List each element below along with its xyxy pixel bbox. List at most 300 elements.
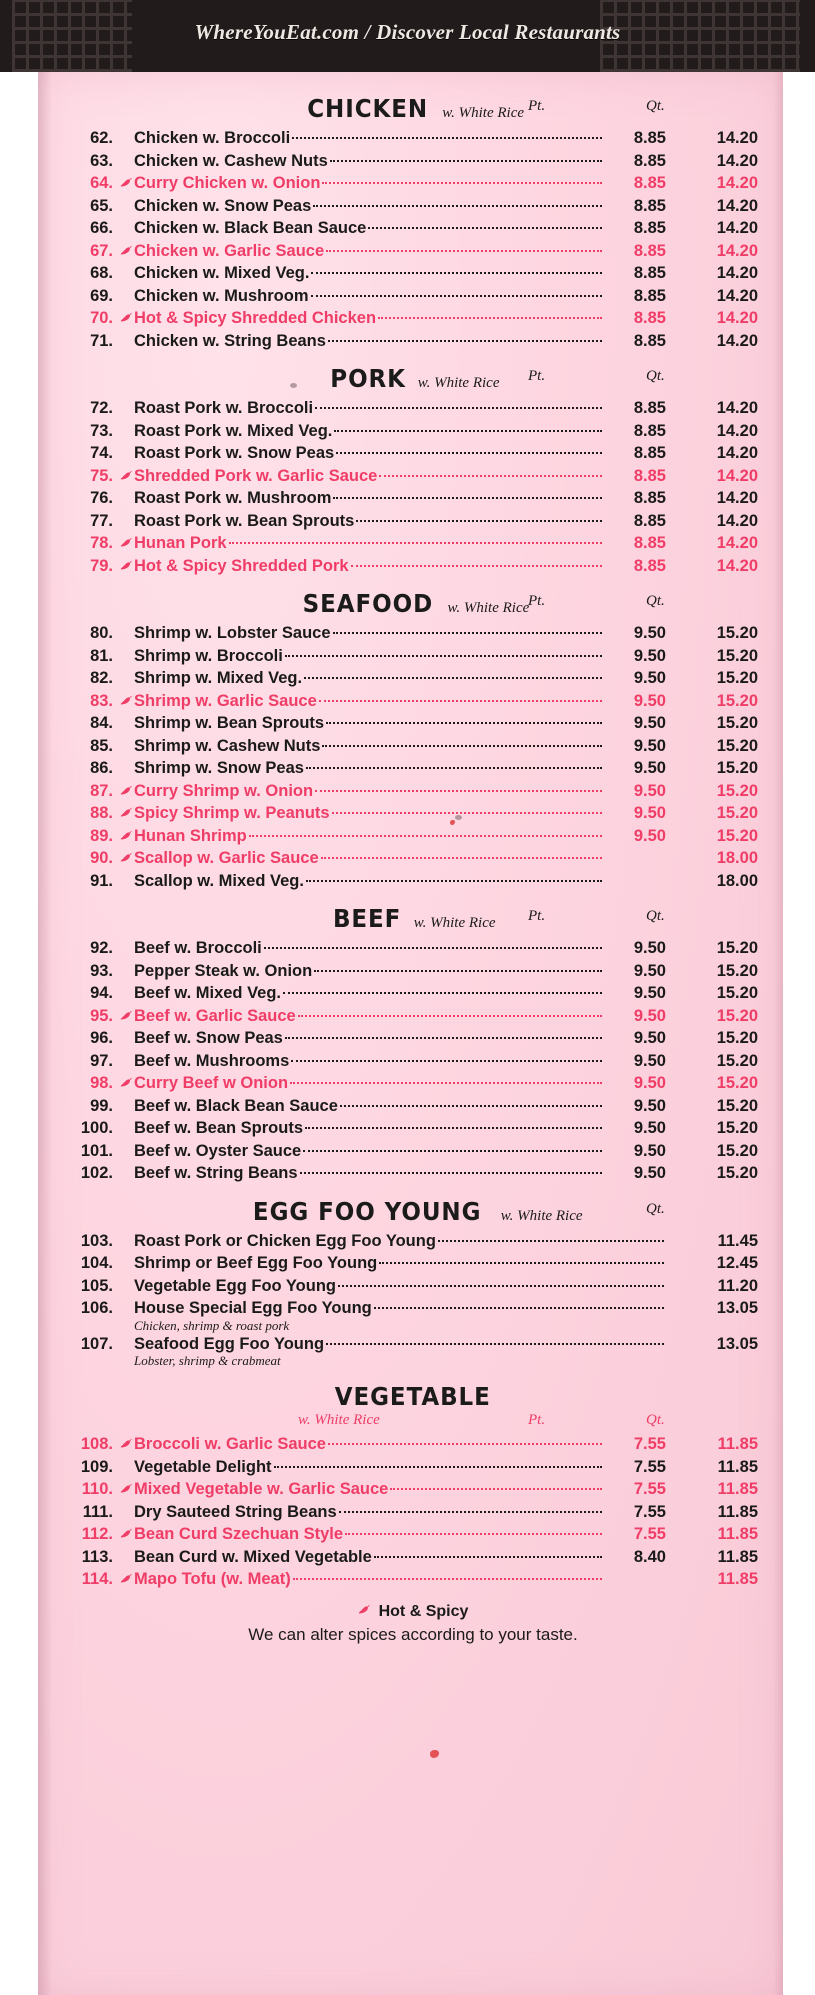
menu-section: [68, 1382, 758, 1591]
menu-item-number: 91.: [90, 871, 113, 890]
menu-item-row: [68, 172, 758, 195]
leader-dots: [321, 857, 602, 859]
menu-item-row: [68, 1297, 758, 1320]
menu-item-number: 98.: [90, 1074, 113, 1092]
menu-item-name: Curry Beef w Onion: [134, 1074, 289, 1092]
menu-item-number: 78.: [90, 534, 113, 552]
section-subtitle: w. White Rice: [442, 105, 525, 121]
menu-item-price-pint: 8.40: [633, 1547, 666, 1566]
menu-item-price-pint: 9.50: [633, 961, 666, 980]
menu-item-price-quart: 14.20: [716, 399, 758, 417]
menu-item-price-pint: 8.85: [633, 196, 666, 215]
leader-dots: [315, 407, 602, 409]
menu-item-number: 76.: [90, 489, 113, 507]
section-subheader: [68, 1412, 758, 1431]
spice-note: We can alter spices according to your taste.: [248, 1624, 578, 1644]
leader-dots: [351, 565, 602, 567]
menu-item-number: 105.: [80, 1276, 113, 1295]
menu-item-price-quart: 15.20: [716, 624, 758, 642]
leader-dots: [390, 1488, 602, 1490]
site-banner: [0, 0, 815, 72]
menu-item-price-pint: 9.50: [633, 759, 666, 777]
menu-item-name: Curry Chicken w. Onion: [134, 174, 321, 192]
menu-item-name: Hot & Spicy Shredded Chicken: [134, 309, 377, 327]
menu-item-price-pint: 8.85: [633, 286, 666, 305]
menu-item-price-pint: 7.55: [633, 1525, 666, 1543]
menu-item-number: 80.: [90, 624, 113, 642]
menu-item-row: [68, 735, 758, 758]
column-header-pint: Pt.: [528, 908, 546, 924]
menu-item-price-quart: 14.20: [716, 466, 758, 485]
menu-item-name: Beef w. Oyster Sauce: [134, 1141, 302, 1160]
section-subtitle: w. White Rice: [417, 375, 500, 391]
menu-item-price-pint: 9.50: [633, 804, 666, 822]
menu-item-number: 103.: [80, 1231, 113, 1250]
menu-item-price-quart: 15.20: [716, 736, 758, 755]
menu-item-price-pint: 8.85: [633, 466, 666, 485]
menu-item-price-quart: 15.20: [716, 1141, 758, 1160]
menu-item-price-pint: 8.85: [633, 331, 666, 350]
menu-item-price-quart: 11.45: [717, 1231, 758, 1250]
menu-item-name: Vegetable Delight: [134, 1457, 272, 1476]
menu-item-number: 71.: [90, 331, 113, 350]
menu-item-price-quart: 15.20: [716, 804, 758, 822]
menu-item-row: [68, 1162, 758, 1185]
menu-item-row: [68, 825, 758, 848]
menu-item-price-pint: 8.85: [633, 489, 666, 507]
leader-dots: [249, 835, 602, 837]
menu-item-price-quart: 14.20: [716, 151, 758, 170]
chili-pepper-icon: [120, 1572, 134, 1586]
leader-dots: [305, 1127, 602, 1129]
menu-item-number: 65.: [90, 196, 113, 215]
menu-item-price-quart: 15.20: [716, 669, 758, 687]
leader-dots: [368, 227, 602, 229]
menu-item-row: [68, 870, 758, 893]
section-header: [68, 94, 758, 123]
leader-dots: [336, 452, 602, 454]
menu-item-price-quart: 14.20: [716, 219, 758, 237]
menu-item-name: Beef w. Garlic Sauce: [134, 1006, 296, 1025]
section-header: [68, 1197, 758, 1226]
menu-item-row: [68, 1568, 758, 1591]
menu-item-price-quart: 11.85: [717, 1547, 758, 1566]
menu-item-row: [68, 285, 758, 308]
menu-item-price-pint: 9.50: [633, 1051, 666, 1070]
menu-item-name: Beef w. Black Bean Sauce: [134, 1096, 338, 1115]
section-subtitle: w. White Rice: [298, 1412, 380, 1428]
leader-dots: [328, 340, 602, 342]
menu-item-name: Shrimp w. Lobster Sauce: [134, 624, 331, 642]
menu-item-number: 106.: [80, 1299, 113, 1317]
menu-item-price-quart: 15.20: [716, 759, 758, 777]
menu-item-row: [68, 1050, 758, 1073]
menu-item-price-pint: 9.50: [633, 646, 666, 665]
menu-item-row: [68, 645, 758, 668]
menu-item-row: [68, 532, 758, 555]
menu-item-price-pint: 8.85: [633, 556, 666, 575]
menu-item-number: 66.: [90, 219, 113, 237]
menu-item-price-pint: 7.55: [633, 1502, 666, 1521]
menu-item-row: [68, 420, 758, 443]
menu-item-name: Shredded Pork w. Garlic Sauce: [134, 466, 378, 485]
menu-item-price-quart: 14.20: [716, 331, 758, 350]
menu-item-number: 114.: [81, 1570, 113, 1588]
menu-item-number: 72.: [90, 399, 113, 417]
menu-item-name: Roast Pork or Chicken Egg Foo Young: [134, 1231, 436, 1250]
menu-item-name: Roast Pork w. Snow Peas: [134, 444, 335, 462]
leader-dots: [374, 1307, 664, 1309]
menu-item-number: 84.: [90, 714, 113, 732]
paper-speck-2: [290, 383, 297, 388]
menu-item-price-quart: 18.00: [716, 871, 758, 890]
menu-item-row: [68, 1546, 758, 1569]
menu-footer: [68, 1603, 758, 1645]
menu-item-price-quart: 11.85: [717, 1570, 758, 1588]
menu-item-name: Spicy Shrimp w. Peanuts: [134, 804, 330, 822]
menu-item-price-quart: 15.20: [716, 1074, 758, 1092]
leader-dots: [326, 1343, 664, 1345]
menu-section: [68, 1197, 758, 1369]
leader-dots: [333, 632, 602, 634]
menu-item-row: [68, 937, 758, 960]
menu-item-row: [68, 465, 758, 488]
menu-item-price-pint: 9.50: [633, 1074, 666, 1092]
banner-title: WhereYouEat.com / Discover Local Restaurants: [194, 20, 621, 44]
menu-item-row: [68, 150, 758, 173]
menu-item-row: [68, 667, 758, 690]
menu-item-row: [68, 1433, 758, 1456]
chili-pepper-icon: [120, 1009, 134, 1023]
leader-dots: [291, 1060, 602, 1062]
menu-item-price-quart: 14.20: [716, 489, 758, 507]
menu-item-row: [68, 1117, 758, 1140]
section-column-headers: [528, 368, 758, 385]
menu-item-row: [68, 217, 758, 240]
section-title: CHICKEN: [307, 94, 428, 123]
leader-dots: [334, 430, 602, 432]
chili-pepper-icon: [120, 1527, 134, 1541]
menu-item-price-quart: 11.85: [717, 1502, 758, 1521]
section-subtitle: w. White Rice: [500, 1207, 583, 1224]
menu-item-price-quart: 15.20: [716, 1029, 758, 1047]
menu-item-price-pint: 7.55: [633, 1435, 666, 1453]
leader-dots: [322, 745, 602, 747]
menu-item-price-quart: 18.00: [716, 849, 758, 867]
menu-item-row: [68, 712, 758, 735]
menu-item-name: Beef w. Mushrooms: [134, 1051, 290, 1070]
hot-spicy-legend: [68, 1603, 758, 1622]
column-header-pint: Pt.: [528, 98, 546, 114]
leader-dots: [292, 137, 602, 139]
leader-dots: [283, 992, 602, 994]
section-column-headers: [528, 593, 758, 610]
menu-item-name: Chicken w. Mixed Veg.: [134, 264, 310, 282]
menu-item-row: [68, 690, 758, 713]
menu-item-name: Hot & Spicy Shredded Pork: [134, 556, 349, 575]
column-header-pint: Pt.: [528, 593, 546, 609]
menu-item-row: [68, 1501, 758, 1524]
chili-pepper-icon: [120, 469, 134, 483]
menu-item-number: 94.: [90, 984, 113, 1002]
menu-item-price-pint: 8.85: [633, 444, 666, 462]
leader-dots: [304, 677, 602, 679]
leader-dots: [306, 880, 602, 882]
menu-item-name: Roast Pork w. Mixed Veg.: [134, 421, 333, 440]
menu-item-price-pint: 9.50: [633, 669, 666, 687]
menu-item-price-pint: 9.50: [633, 826, 666, 845]
column-header-quart: Qt.: [646, 908, 665, 924]
menu-item-price-pint: 9.50: [633, 781, 666, 800]
menu-item-name: Chicken w. Cashew Nuts: [134, 151, 328, 170]
menu-item-row: [68, 1072, 758, 1095]
menu-item-name: Vegetable Egg Foo Young: [134, 1276, 336, 1295]
menu-item-number: 82.: [90, 669, 113, 687]
menu-item-number: 107.: [80, 1334, 113, 1353]
leader-dots: [330, 160, 602, 162]
section-header: [68, 1382, 758, 1411]
menu-item-row: [68, 1027, 758, 1050]
section-title: VEGETABLE: [335, 1382, 491, 1411]
menu-item-price-pint: 9.50: [633, 984, 666, 1002]
menu-item-price-pint: 9.50: [633, 624, 666, 642]
menu-item-number: 79.: [90, 556, 113, 575]
menu-item-number: 73.: [90, 421, 113, 440]
menu-item-price-pint: 8.85: [633, 151, 666, 170]
section-header: [68, 364, 758, 393]
menu-item-row: [68, 1005, 758, 1028]
menu-item-name: Chicken w. Black Bean Sauce: [134, 219, 367, 237]
menu-item-price-pint: 8.85: [633, 129, 666, 147]
menu-item-price-quart: 11.85: [717, 1435, 758, 1453]
menu-item-name: Scallop w. Mixed Veg.: [134, 871, 304, 890]
menu-item-price-pint: 9.50: [633, 736, 666, 755]
menu-item-number: 102.: [80, 1164, 113, 1182]
menu-item-name: Shrimp w. Mixed Veg.: [134, 669, 303, 687]
section-header: [68, 589, 758, 618]
menu-item-price-pint: 9.50: [633, 714, 666, 732]
menu-item-price-pint: 9.50: [633, 1119, 666, 1137]
menu-item-number: 88.: [90, 804, 113, 822]
leader-dots: [333, 497, 602, 499]
menu-item-price-pint: 8.85: [633, 241, 666, 260]
leader-dots: [339, 1511, 602, 1513]
menu-item-price-quart: 14.20: [716, 174, 758, 192]
menu-item-number: 109.: [80, 1457, 113, 1476]
column-header-quart: Qt.: [646, 593, 665, 609]
leader-dots: [322, 182, 602, 184]
leader-dots: [315, 790, 602, 792]
leader-dots: [311, 272, 602, 274]
menu-item-price-quart: 14.20: [716, 556, 758, 575]
menu-item-row: [68, 1252, 758, 1275]
leader-dots: [438, 1240, 664, 1242]
column-header-pint: Pt.: [528, 1412, 546, 1428]
chili-pepper-icon: [120, 806, 134, 820]
chili-pepper-icon: [120, 244, 134, 258]
paper-speck: [455, 815, 462, 820]
menu-item-number: 113.: [81, 1547, 113, 1566]
menu-item-number: 69.: [90, 286, 113, 305]
menu-item-name: Mixed Vegetable w. Garlic Sauce: [134, 1480, 389, 1498]
menu-item-number: 96.: [90, 1029, 113, 1047]
leader-dots: [319, 700, 602, 702]
menu-item-price-pint: 8.85: [633, 534, 666, 552]
section-title: EGG FOO YOUNG: [253, 1196, 482, 1226]
menu-item-price-quart: 11.85: [717, 1525, 758, 1543]
menu-item-name: Hunan Pork: [134, 534, 227, 552]
menu-item-name: Shrimp w. Broccoli: [134, 646, 283, 665]
menu-item-number: 111.: [82, 1502, 113, 1521]
menu-item-row: [68, 802, 758, 825]
menu-item-price-quart: 14.20: [716, 511, 758, 530]
menu-item-name: Shrimp or Beef Egg Foo Young: [134, 1254, 378, 1272]
chili-pepper-icon: [120, 311, 134, 325]
leader-dots: [379, 1262, 664, 1264]
menu-item-row: [68, 307, 758, 330]
menu-item-price-quart: 11.85: [717, 1480, 758, 1498]
menu-item-name: Chicken w. Garlic Sauce: [134, 241, 325, 260]
menu-item-name: Hunan Shrimp: [134, 826, 247, 845]
leader-dots: [374, 1556, 602, 1558]
leader-dots: [306, 767, 602, 769]
menu-item-name: House Special Egg Foo Young: [134, 1299, 372, 1317]
menu-item-number: 62.: [90, 129, 113, 147]
leader-dots: [290, 1082, 602, 1084]
menu-item-number: 85.: [90, 736, 113, 755]
menu-section: [68, 589, 758, 892]
menu-item-row: [68, 487, 758, 510]
chili-pepper-icon: [358, 1603, 372, 1622]
leader-dots: [338, 1285, 664, 1287]
menu-item-number: 81.: [90, 646, 113, 665]
menu-section: [68, 94, 758, 352]
leader-dots: [300, 1172, 602, 1174]
section-title: SEAFOOD: [302, 589, 433, 618]
menu-item-name: Chicken w. Broccoli: [134, 129, 291, 147]
leader-dots: [340, 1105, 602, 1107]
menu-item-price-pint: 7.55: [633, 1457, 666, 1476]
menu-item-price-pint: 8.85: [633, 264, 666, 282]
menu-item-price-pint: 9.50: [633, 1096, 666, 1115]
menu-item-price-quart: 14.20: [716, 241, 758, 260]
menu-item-price-quart: 13.05: [716, 1299, 758, 1317]
menu-item-number: 108.: [80, 1435, 113, 1453]
menu-item-number: 64.: [90, 174, 113, 192]
chili-pepper-icon: [120, 1482, 134, 1496]
menu-item-price-quart: 15.20: [716, 646, 758, 665]
menu-item-price-pint: 8.85: [633, 309, 666, 327]
menu-item-name: Bean Curd Szechuan Style: [134, 1525, 344, 1543]
menu-item-number: 70.: [90, 309, 113, 327]
menu-item-number: 83.: [90, 691, 113, 710]
menu-item-price-pint: 9.50: [633, 1141, 666, 1160]
menu-item-number: 86.: [90, 759, 113, 777]
menu-item-row: [68, 510, 758, 533]
menu-item-name: Roast Pork w. Broccoli: [134, 399, 314, 417]
menu-item-name: Roast Pork w. Bean Sprouts: [134, 511, 355, 530]
menu-item-description: Lobster, shrimp & crabmeat: [134, 1353, 281, 1368]
menu-item-price-quart: 15.20: [716, 939, 758, 957]
menu-item-name: Bean Curd w. Mixed Vegetable: [134, 1547, 372, 1566]
menu-item-name: Chicken w. String Beans: [134, 331, 326, 350]
menu-item-price-pint: 8.85: [633, 421, 666, 440]
leader-dots: [328, 1443, 602, 1445]
menu-item-price-quart: 12.45: [716, 1254, 758, 1272]
menu-item-name: Beef w. Mixed Veg.: [134, 984, 282, 1002]
menu-item-price-quart: 15.20: [716, 1164, 758, 1182]
menu-item-row: [68, 1275, 758, 1298]
menu-item-number: 99.: [90, 1096, 113, 1115]
menu-item-number: 101.: [80, 1141, 113, 1160]
leader-dots: [285, 1037, 602, 1039]
menu-item-number: 67.: [90, 241, 113, 260]
menu-item-price-pint: 8.85: [633, 399, 666, 417]
menu-item-name: Curry Shrimp w. Onion: [134, 781, 314, 800]
leader-dots: [264, 947, 602, 949]
leader-dots: [379, 475, 602, 477]
menu-item-name: Shrimp w. Garlic Sauce: [134, 691, 317, 710]
chili-pepper-icon: [120, 694, 134, 708]
menu-item-price-quart: 14.20: [716, 421, 758, 440]
menu-item-price-quart: 15.20: [716, 691, 758, 710]
menu-item-price-quart: 14.20: [716, 534, 758, 552]
menu-item-price-quart: 15.20: [716, 984, 758, 1002]
menu-item-number: 112.: [81, 1525, 113, 1543]
menu-item-number: 110.: [81, 1480, 113, 1498]
menu-item-row: [68, 442, 758, 465]
menu-item-price-pint: 9.50: [633, 1006, 666, 1025]
leader-dots: [311, 295, 603, 297]
menu-item-number: 74.: [90, 444, 113, 462]
menu-item-name: Beef w. Snow Peas: [134, 1029, 283, 1047]
menu-item-row: [68, 127, 758, 150]
menu-item-price-quart: 13.05: [716, 1334, 758, 1353]
column-header-pint: Pt.: [528, 368, 546, 384]
menu-item-row: [68, 1140, 758, 1163]
menu-item-name: Scallop w. Garlic Sauce: [134, 849, 319, 867]
menu-item-number: 95.: [90, 1006, 113, 1025]
leader-dots: [313, 205, 602, 207]
menu-item-number: 100.: [80, 1119, 113, 1137]
menu-item-name: Broccoli w. Garlic Sauce: [134, 1435, 326, 1453]
leader-dots: [345, 1533, 602, 1535]
menu-item-number: 77.: [90, 511, 113, 530]
menu-item-price-quart: 14.20: [716, 264, 758, 282]
menu-item-row: [68, 330, 758, 353]
menu-item-number: 89.: [90, 826, 113, 845]
leader-dots: [303, 1150, 602, 1152]
menu-item-price-quart: 14.20: [716, 444, 758, 462]
section-column-headers: [528, 1201, 758, 1218]
menu-item-name: Chicken w. Mushroom: [134, 286, 309, 305]
menu-item-price-pint: 8.85: [633, 219, 666, 237]
chili-pepper-icon: [120, 851, 134, 865]
leader-dots: [326, 250, 602, 252]
menu-section: [68, 904, 758, 1185]
menu-item-price-quart: 14.20: [716, 309, 758, 327]
leader-dots: [332, 812, 602, 814]
column-header-quart: Qt.: [646, 98, 665, 114]
menu-item-row: [68, 780, 758, 803]
leader-dots: [378, 317, 602, 319]
menu-item-price-pint: 8.85: [633, 511, 666, 530]
menu-item-price-quart: 14.20: [716, 196, 758, 215]
chili-pepper-icon: [120, 784, 134, 798]
section-subtitle: w. White Rice: [413, 915, 496, 931]
menu-item-price-pint: 9.50: [633, 1164, 666, 1182]
menu-item-row: [68, 847, 758, 870]
